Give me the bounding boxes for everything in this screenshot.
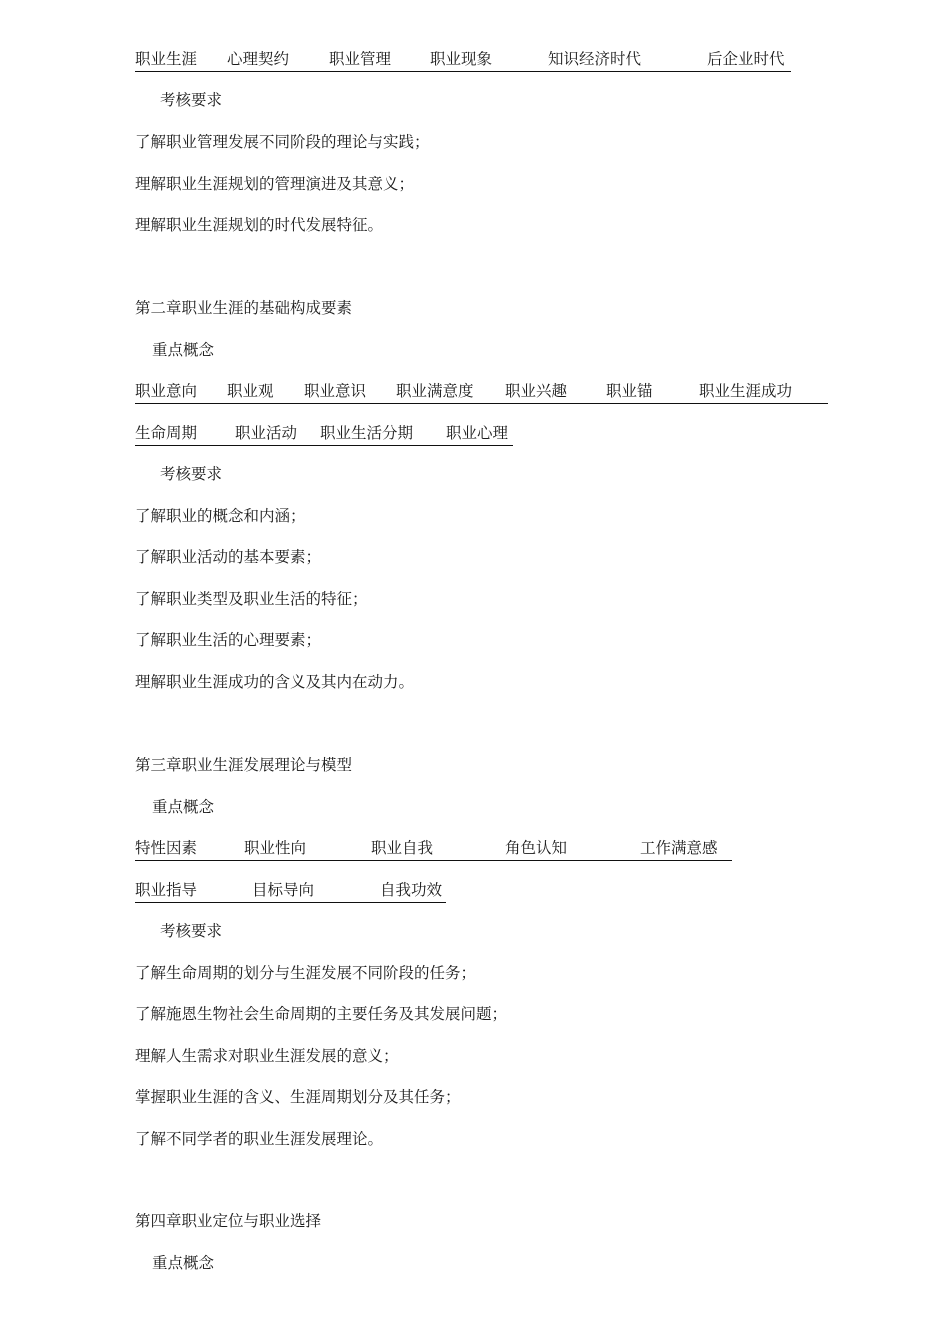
- concept-term: 职业指导: [135, 881, 198, 899]
- requirements-heading: 考核要求: [160, 465, 223, 483]
- requirement-item: 了解职业的概念和内涵；: [135, 507, 306, 525]
- requirement-item: 了解不同学者的职业生涯发展理论。: [135, 1130, 384, 1148]
- concept-row: [135, 880, 446, 903]
- concepts-heading: 重点概念: [152, 341, 215, 359]
- concept-row: [135, 423, 513, 446]
- concept-term: 角色认知: [505, 839, 568, 857]
- requirement-item: 了解职业类型及职业生活的特征；: [135, 590, 368, 608]
- concept-term: 工作满意感: [640, 839, 718, 857]
- concept-term: 职业现象: [430, 50, 493, 68]
- concept-term: 职业性向: [244, 839, 307, 857]
- requirement-item: 了解职业生活的心理要素；: [135, 631, 322, 649]
- concept-term: 职业意识: [304, 382, 367, 400]
- requirement-item: 了解施恩生物社会生命周期的主要任务及其发展问题；: [135, 1005, 508, 1023]
- chapter-title: 第二章职业生涯的基础构成要素: [135, 299, 353, 317]
- requirement-item: 了解生命周期的划分与生涯发展不同阶段的任务；: [135, 964, 477, 982]
- concept-term: 职业意向: [135, 382, 198, 400]
- requirement-item: 理解职业生涯规划的时代发展特征。: [135, 216, 384, 234]
- requirements-heading: 考核要求: [160, 91, 223, 109]
- requirement-item: 了解职业管理发展不同阶段的理论与实践；: [135, 133, 430, 151]
- concepts-heading: 重点概念: [152, 798, 215, 816]
- concept-term: 知识经济时代: [548, 50, 642, 68]
- concept-term: 职业观: [227, 382, 274, 400]
- concept-term: 职业生涯: [135, 50, 198, 68]
- concept-term: 职业活动: [235, 424, 298, 442]
- chapter-title: 第三章职业生涯发展理论与模型: [135, 756, 353, 774]
- concept-term: 职业兴趣: [505, 382, 568, 400]
- concept-term: 生命周期: [135, 424, 198, 442]
- concept-term: 职业自我: [371, 839, 434, 857]
- concept-term: 职业满意度: [396, 382, 474, 400]
- requirement-item: 了解职业活动的基本要素；: [135, 548, 322, 566]
- concept-row: [135, 381, 828, 404]
- concept-term: 职业管理: [329, 50, 392, 68]
- requirement-item: 理解职业生涯规划的管理演进及其意义；: [135, 175, 415, 193]
- concept-term: 职业心理: [446, 424, 509, 442]
- concept-term: 职业生涯成功: [699, 382, 793, 400]
- chapter-title: 第四章职业定位与职业选择: [135, 1212, 322, 1230]
- concept-term: 职业锚: [606, 382, 653, 400]
- concept-term: 心理契约: [227, 50, 290, 68]
- requirement-item: 理解人生需求对职业生涯发展的意义；: [135, 1047, 399, 1065]
- concept-row: [135, 838, 732, 861]
- concept-term: 目标导向: [252, 881, 315, 899]
- requirement-item: 掌握职业生涯的含义、生涯周期划分及其任务；: [135, 1088, 461, 1106]
- concept-term: 自我功效: [380, 881, 443, 899]
- concept-row: [135, 49, 791, 72]
- requirements-heading: 考核要求: [160, 922, 223, 940]
- concepts-heading: 重点概念: [152, 1254, 215, 1272]
- concept-term: 职业生活分期: [320, 424, 414, 442]
- requirement-item: 理解职业生涯成功的含义及其内在动力。: [135, 673, 415, 691]
- concept-term: 特性因素: [135, 839, 198, 857]
- concept-term: 后企业时代: [707, 50, 785, 68]
